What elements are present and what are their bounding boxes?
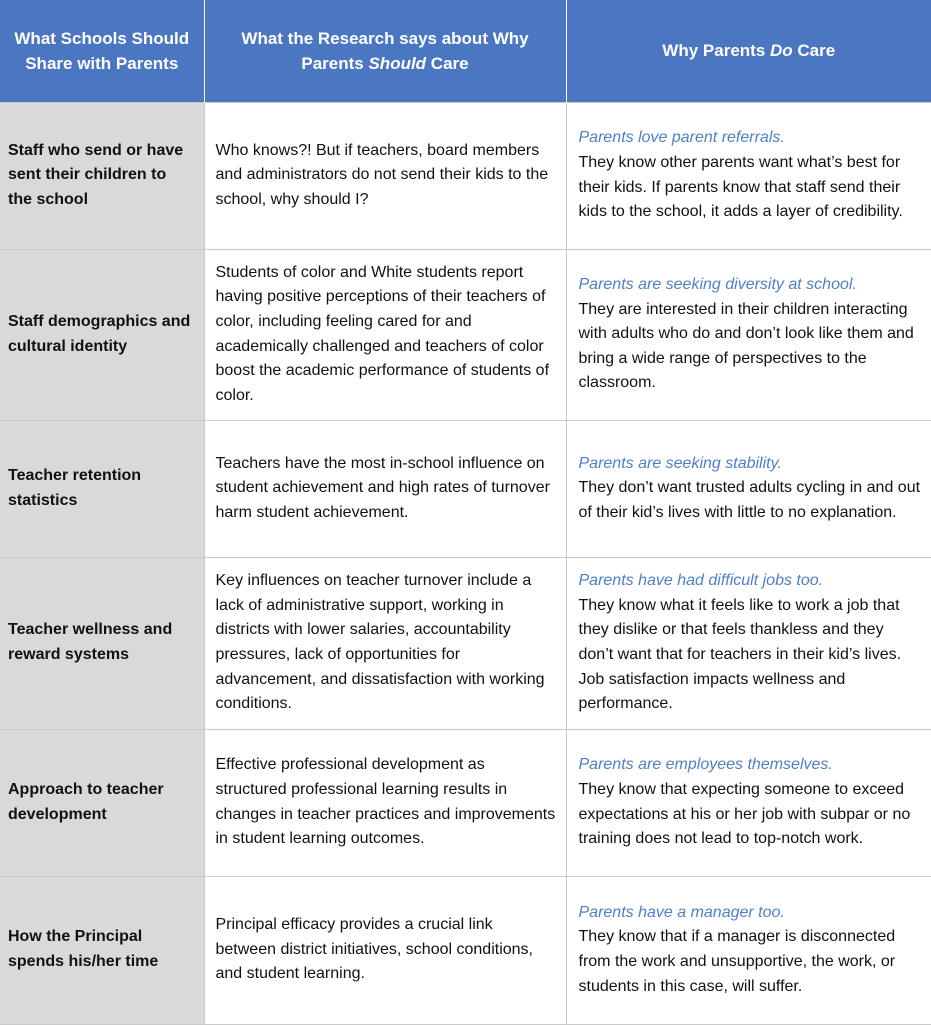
why-heading: Parents are employees themselves. [578, 756, 833, 774]
table-row [0, 102, 931, 249]
why-heading: Parents are seeking diversity at school. [578, 276, 857, 294]
why-cell [566, 249, 931, 420]
header-col2-suffix: Care [426, 53, 469, 73]
research-cell: Who knows?! But if teachers, board members and administrators do not send their kids to the school, why should I? [204, 102, 566, 249]
row-label: Teacher retention statistics [0, 420, 204, 557]
why-cell [566, 420, 931, 557]
research-cell: Key influences on teacher turnover include a lack of administrative support, working in districts with lower salaries, accountability pressures, lack of opportunities for advancement, and dissatisfaction with working conditions. [204, 557, 566, 729]
header-col2-prefix: What the Research says about Why Parents [241, 28, 529, 73]
why-body: They know other parents want what’s best for their kids. If parents know that staff send their kids to the school, it adds a layer of credibility. [578, 153, 903, 221]
table-row [0, 557, 931, 729]
why-heading: Parents have had difficult jobs too. [578, 572, 824, 590]
table-row [0, 249, 931, 420]
row-label: Teacher wellness and reward systems [0, 557, 204, 729]
header-col3-emphasis: Do [770, 41, 793, 61]
why-body: They are interested in their children interacting with adults who do and don’t look like them and bring a wide range of perspectives to the classroom. [578, 300, 914, 392]
why-cell [566, 876, 931, 1024]
table-row [0, 729, 931, 876]
research-cell: Teachers have the most in-school influence on student achievement and high rates of turnover harm student achievement. [204, 420, 566, 557]
why-cell [566, 729, 931, 876]
header-research-says [204, 0, 566, 102]
table-row [0, 876, 931, 1024]
header-col1-text: What Schools Should Share with Parents [14, 28, 190, 73]
header-why-parents-care [566, 0, 931, 102]
research-cell: Principal efficacy provides a crucial link between district initiatives, school conditions, and student learning. [204, 876, 566, 1024]
why-body: They know what it feels like to work a job that they dislike or that feels thankless and they don’t want that for teachers in their kid’s lives. Job satisfaction impacts wellness and performance. [578, 596, 902, 713]
why-heading: Parents love parent referrals. [578, 129, 785, 147]
why-heading: Parents have a manager too. [578, 903, 785, 921]
research-cell: Effective professional development as structured professional learning results in changes in teacher practices and improvements in student learning outcomes. [204, 729, 566, 876]
why-body: They don’t want trusted adults cycling in and out of their kid’s lives with little to no explanation. [578, 479, 921, 521]
row-label: Approach to teacher development [0, 729, 204, 876]
header-col3-suffix: Care [792, 41, 836, 61]
why-cell [566, 557, 931, 729]
why-heading: Parents are seeking stability. [578, 454, 782, 472]
header-col2-emphasis: Should [368, 53, 427, 73]
header-row [0, 0, 931, 102]
header-col3-prefix: Why Parents [662, 41, 770, 61]
why-cell [566, 102, 931, 249]
row-label: How the Principal spends his/her time [0, 876, 204, 1024]
why-body: They know that expecting someone to exceed expectations at his or her job with subpar or no training does not lead to top-notch work. [578, 780, 911, 848]
research-cell: Students of color and White students report having positive perceptions of their teachers of color, including feeling cared for and academically challenged and teachers of color boost the academic performance of students of color. [204, 249, 566, 420]
why-body: They know that if a manager is disconnected from the work and unsupportive, the work, or students in this case, will suffer. [578, 928, 896, 995]
header-what-schools-share [0, 0, 204, 102]
row-label: Staff who send or have sent their children to the school [0, 102, 204, 249]
row-label: Staff demographics and cultural identity [0, 249, 204, 420]
table-row [0, 420, 931, 557]
